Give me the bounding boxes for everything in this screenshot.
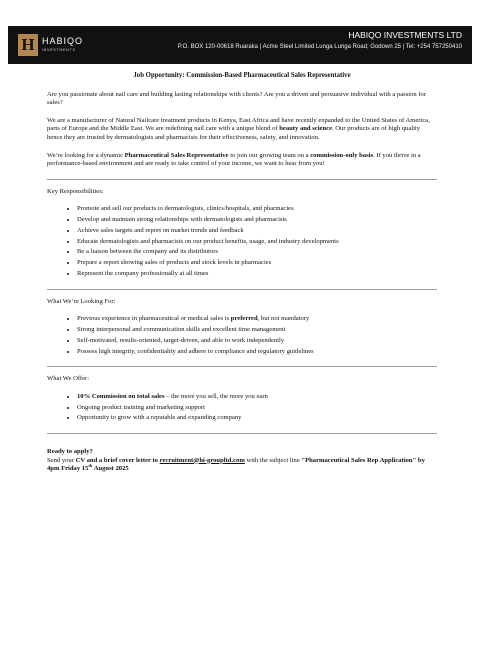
letterhead	[8, 26, 472, 64]
apply-text	[47, 457, 437, 474]
intro-paragraph-3	[47, 152, 437, 169]
list-item	[77, 393, 437, 402]
email-link[interactable]: recruitment@hi-groupltd.com	[159, 456, 245, 464]
list-item-bold: 10% Commission on total sales	[77, 392, 165, 400]
list-item-text: – the more you sell, the more you earn	[164, 392, 268, 400]
section-divider	[47, 289, 437, 290]
apply-heading: Ready to apply?	[47, 447, 93, 455]
section-divider	[47, 179, 437, 180]
list-item: • Achieve sales targets and report on market trends and feedback	[77, 227, 437, 236]
intro2-text-c: . Our products are of high quality hence they are trusted by dermatologists and pharmacists for their effectiveness, safety, and innovation.	[47, 125, 421, 141]
list-item: • Prepare a report showing sales of products and stock levels in pharmacies	[77, 259, 437, 268]
intro3-text-a: We’re looking for a dynamic	[47, 151, 125, 159]
intro-paragraph-1: Are you passionate about nail care and building lasting relationships with clients? Are you a driven and persuasive individual with a passion for sales?	[47, 90, 427, 107]
company-address: P.O. BOX 120-00618 Ruaraka | Acme Steel Limited Lunga Lunga Road; Godown 25 | Tel: +254 757250410	[177, 44, 462, 50]
apply-deadline-sup: th	[88, 462, 93, 468]
logo-mark: H	[18, 34, 38, 56]
job-title: Job Opportunity: Commission-Based Pharmaceutical Sales Representative	[133, 72, 351, 79]
apply-subject: "Pharmaceutical Sales Rep Application"	[301, 456, 417, 464]
section-divider	[47, 433, 437, 434]
intro2-bold: beauty and science	[279, 125, 332, 133]
intro3-bold-basis: commission-only basis	[310, 151, 374, 159]
logo-subtitle: INVESTMENTS	[42, 48, 76, 52]
list-item: • Represent the company professionally at all times	[77, 270, 437, 279]
list-item	[77, 315, 437, 324]
list-item: • Educate dermatologists and pharmacists on our product benefits, usage, and industry developments	[77, 238, 437, 247]
document-body	[47, 72, 437, 474]
list-item: • Promote and sell our products to dermatologists, clinics/hospitals, and pharmacies	[77, 205, 437, 214]
list-item-text: , but not mandatory	[257, 315, 310, 323]
apply-text-2: CV and a brief cover letter to	[75, 456, 160, 464]
list-item: • Self-motivated, results-oriented, target-driven, and able to work independently	[77, 337, 437, 346]
responsibilities-title: Key Responsibilities:	[47, 187, 104, 195]
intro3-bold-role: Pharmaceutical Sales Representative	[124, 151, 229, 159]
intro3-text-c: to join our growing team on a	[228, 151, 311, 159]
list-item: • Opportunity to grow with a reputable and expanding company	[77, 414, 437, 423]
logo-name: HABIQO	[42, 36, 84, 46]
intro3-text-e: . If you thrive in a performance-based environment and are ready to take control of your income, we want to hear from you!	[47, 151, 421, 168]
company-name: HABIQO INVESTMENTS LTD	[348, 30, 462, 40]
apply-deadline: by 4pm Friday 15	[47, 456, 425, 473]
list-item-text: Previous experience in pharmaceutical or medical sales is	[77, 315, 231, 323]
intro-paragraph-2	[47, 117, 437, 143]
list-item: • Develop and maintain strong relationships with dermatologists and pharmacists	[77, 216, 437, 225]
section-divider	[47, 366, 437, 367]
apply-section	[47, 448, 437, 474]
looking-for-title: What We’re Looking For:	[47, 297, 116, 305]
offer-list	[47, 393, 437, 423]
looking-for-list	[47, 315, 437, 356]
offer-title: What We Offer:	[47, 375, 90, 383]
list-item: • Possess high integrity, confidentiality and adhere to compliance and regulatory guidelines	[77, 348, 437, 357]
list-item-bold: preferred	[230, 315, 258, 323]
apply-deadline-month: August 2025	[92, 465, 129, 473]
list-item: • Strong interpersonal and communication skills and excellent time management	[77, 326, 437, 335]
responsibilities-list	[47, 205, 437, 278]
apply-text-1: Send your	[47, 456, 76, 464]
list-item: • Ongoing product training and marketing support	[77, 404, 437, 413]
list-item: • Be a liaison between the company and its distributors	[77, 248, 437, 257]
apply-text-3: with the subject line	[244, 456, 302, 464]
intro2-text-a: We are a manufacturer of Natural Nailcare treatment products in Kenya, East Africa and have recently expanded to the United States of America, parts of Europe and the Middle East. We are redefining nail care with a unique blend of	[47, 116, 430, 133]
